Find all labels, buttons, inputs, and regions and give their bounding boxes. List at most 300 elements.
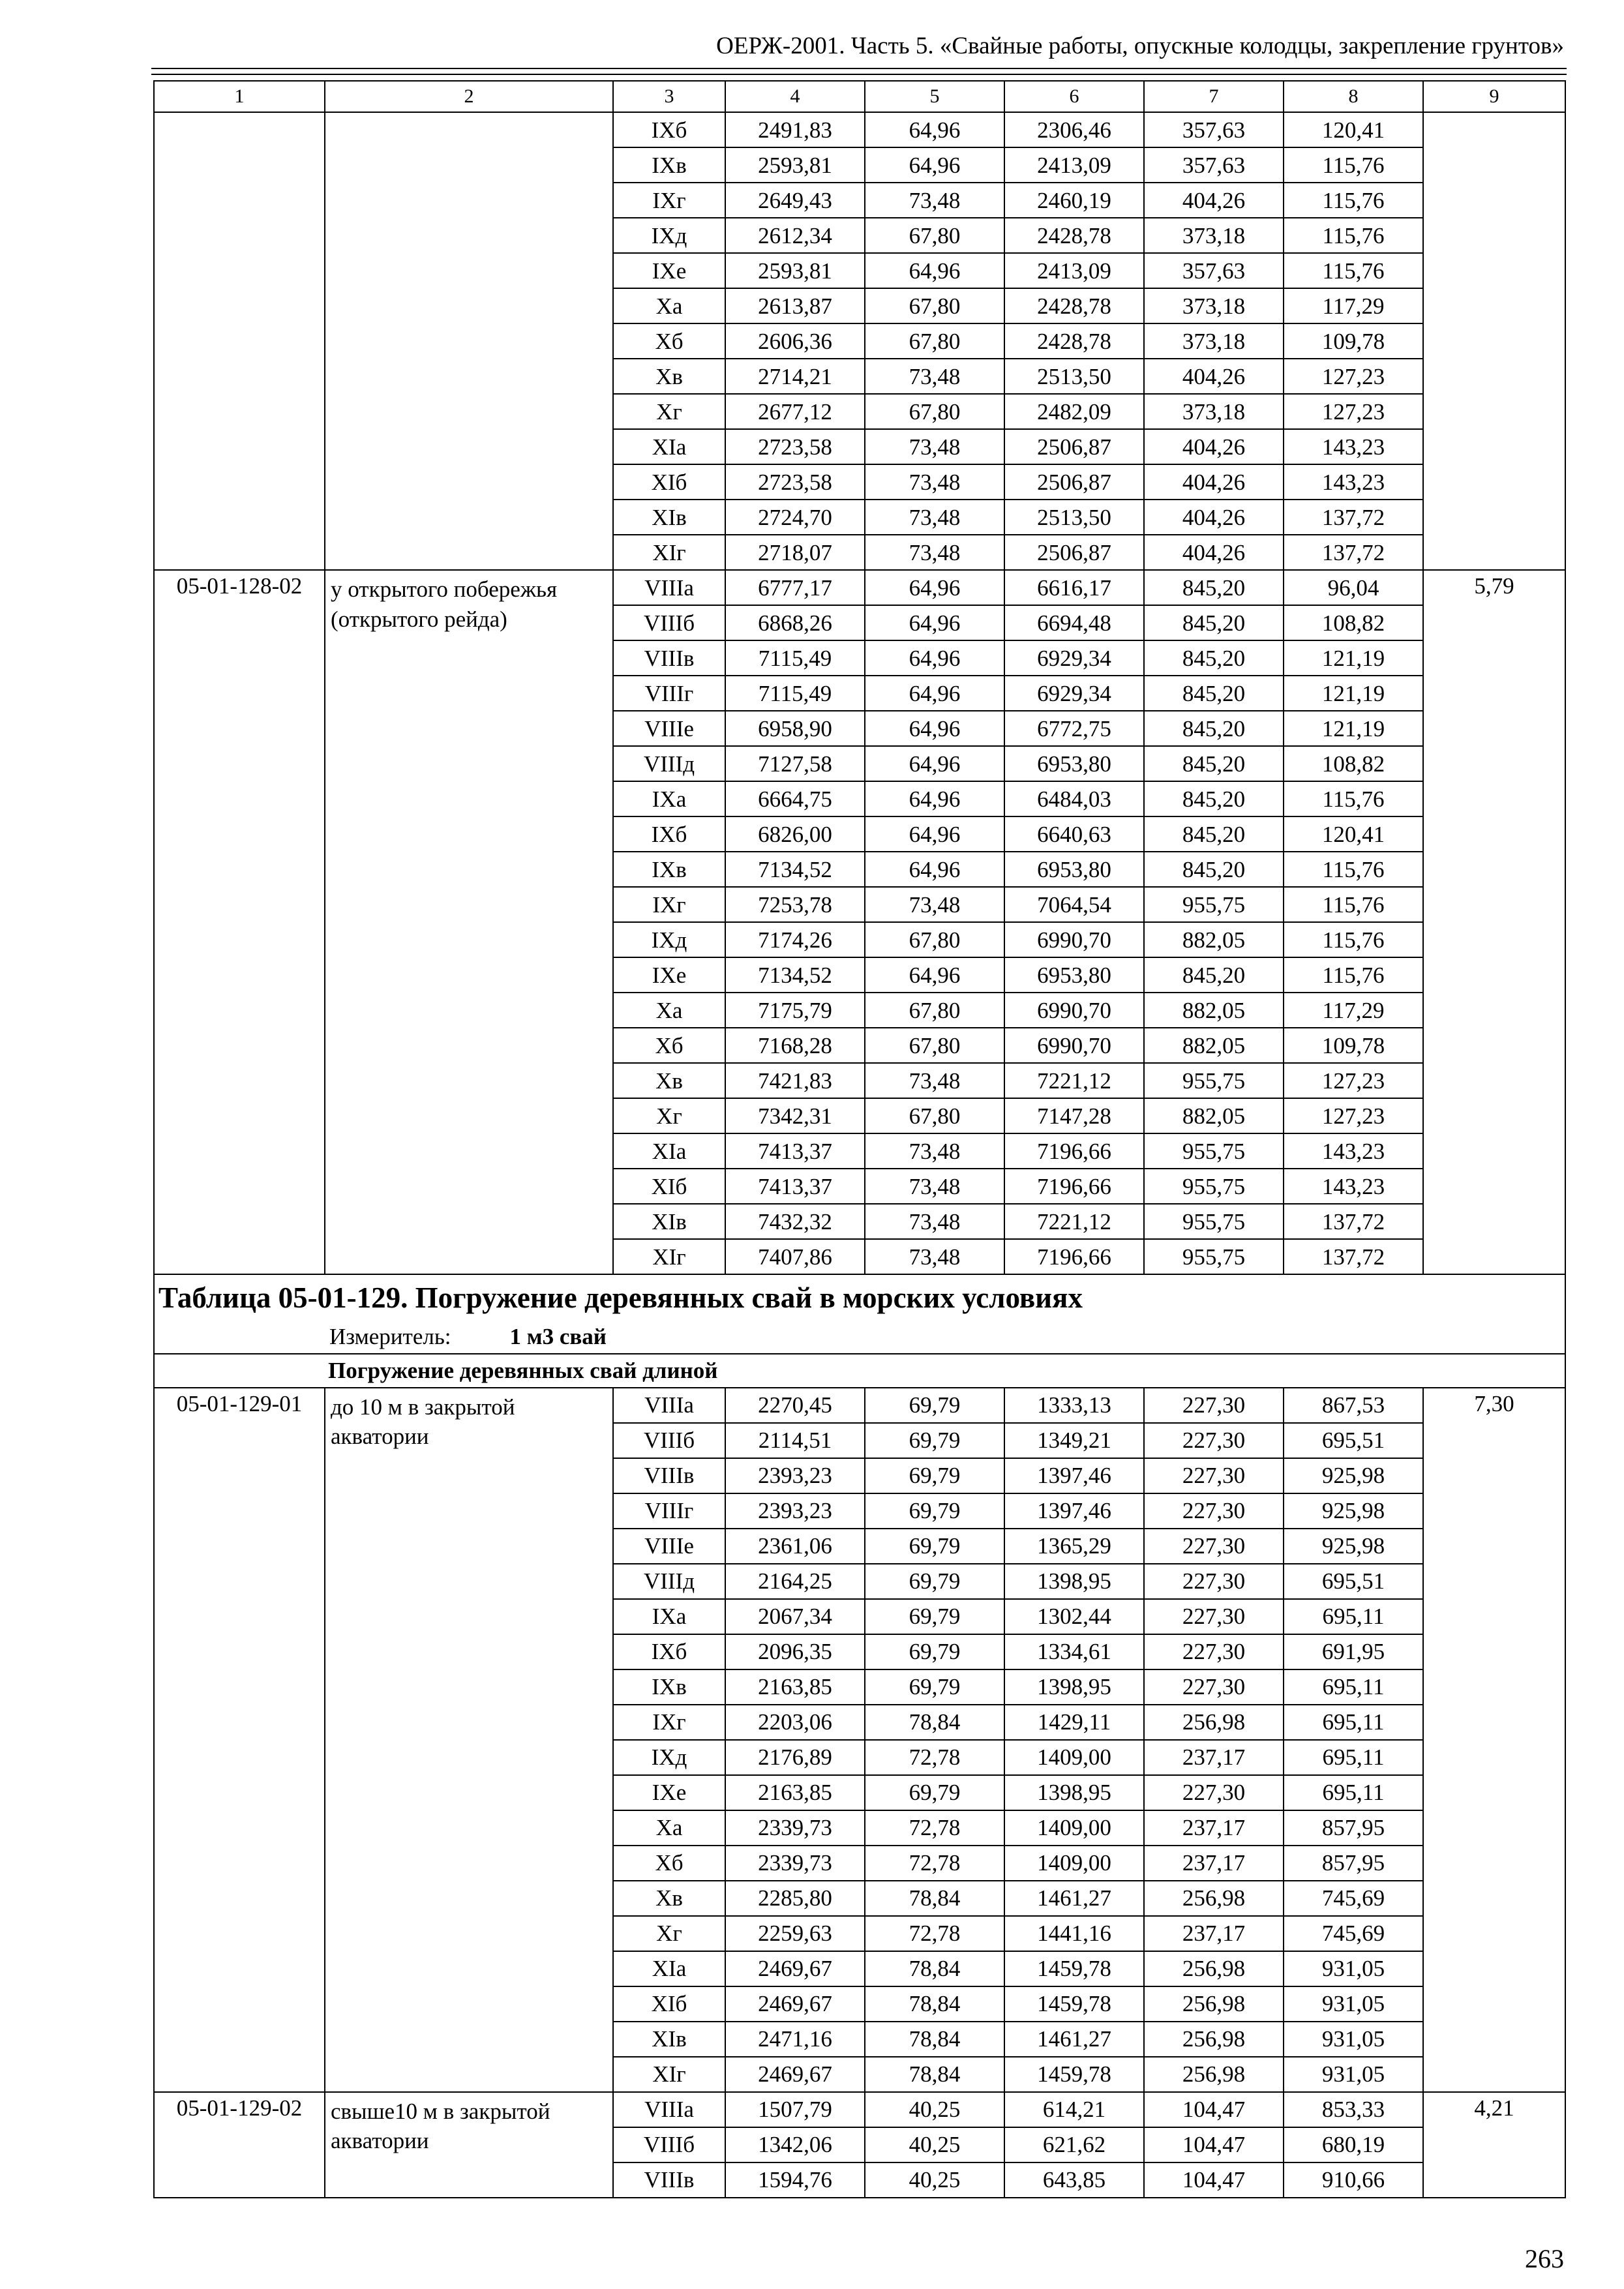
class-cell: VIIIа <box>613 2092 725 2127</box>
materials-cell: 143,23 <box>1284 1133 1423 1169</box>
materials-cell: 143,23 <box>1284 1169 1423 1204</box>
materials-cell: 115,76 <box>1284 922 1423 957</box>
machines-cell: 1333,13 <box>1004 1388 1144 1423</box>
machinists-wages-cell: 845,20 <box>1144 781 1284 816</box>
machinists-wages-cell: 845,20 <box>1144 816 1284 852</box>
machinists-wages-cell: 227,30 <box>1144 1458 1284 1493</box>
coefficient-cell: 7,30 <box>1423 1388 1565 2092</box>
wages-cell: 73,48 <box>865 1169 1004 1204</box>
measure-label: Измеритель: <box>329 1323 451 1349</box>
machinists-wages-cell: 955,75 <box>1144 1204 1284 1239</box>
materials-cell: 931,05 <box>1284 2022 1423 2057</box>
machines-cell: 1349,21 <box>1004 1423 1144 1458</box>
materials-cell: 127,23 <box>1284 359 1423 394</box>
class-cell: IXе <box>613 253 725 288</box>
machinists-wages-cell: 373,18 <box>1144 394 1284 429</box>
class-cell: Xа <box>613 1810 725 1846</box>
wages-cell: 67,80 <box>865 218 1004 253</box>
machinists-wages-cell: 845,20 <box>1144 957 1284 993</box>
class-cell: IXв <box>613 147 725 183</box>
machines-cell: 6953,80 <box>1004 852 1144 887</box>
total-cost-cell: 2469,67 <box>725 1951 865 1986</box>
section-subtitle-row <box>154 1354 1565 1388</box>
total-cost-cell: 6868,26 <box>725 605 865 640</box>
machines-cell: 1461,27 <box>1004 1881 1144 1916</box>
machines-cell: 614,21 <box>1004 2092 1144 2127</box>
wages-cell: 69,79 <box>865 1775 1004 1810</box>
total-cost-cell: 7174,26 <box>725 922 865 957</box>
total-cost-cell: 7115,49 <box>725 676 865 711</box>
materials-cell: 117,29 <box>1284 288 1423 323</box>
total-cost-cell: 7407,86 <box>725 1239 865 1274</box>
total-cost-cell: 7127,58 <box>725 746 865 781</box>
wages-cell: 64,96 <box>865 147 1004 183</box>
total-cost-cell: 2339,73 <box>725 1846 865 1881</box>
class-cell: Xб <box>613 323 725 359</box>
wages-cell: 73,48 <box>865 1239 1004 1274</box>
machinists-wages-cell: 227,30 <box>1144 1634 1284 1669</box>
machinists-wages-cell: 845,20 <box>1144 746 1284 781</box>
wages-cell: 73,48 <box>865 1133 1004 1169</box>
machines-cell: 643,85 <box>1004 2162 1144 2198</box>
wages-cell: 72,78 <box>865 1916 1004 1951</box>
total-cost-cell: 7432,32 <box>725 1204 865 1239</box>
total-cost-cell: 2469,67 <box>725 2057 865 2092</box>
wages-cell: 64,96 <box>865 570 1004 605</box>
materials-cell: 108,82 <box>1284 605 1423 640</box>
class-cell: XIа <box>613 1133 725 1169</box>
machinists-wages-cell: 237,17 <box>1144 1916 1284 1951</box>
column-number: 1 <box>154 81 325 112</box>
total-cost-cell: 2593,81 <box>725 253 865 288</box>
class-cell: VIIIв <box>613 2162 725 2198</box>
wages-cell: 78,84 <box>865 1881 1004 1916</box>
class-cell: XIв <box>613 1204 725 1239</box>
class-cell: Xг <box>613 394 725 429</box>
wages-cell: 67,80 <box>865 323 1004 359</box>
total-cost-cell: 7175,79 <box>725 993 865 1028</box>
machines-cell: 7196,66 <box>1004 1133 1144 1169</box>
machinists-wages-cell: 227,30 <box>1144 1529 1284 1564</box>
total-cost-cell: 1594,76 <box>725 2162 865 2198</box>
machinists-wages-cell: 256,98 <box>1144 2057 1284 2092</box>
machines-cell: 6640,63 <box>1004 816 1144 852</box>
running-header: ОЕРЖ-2001. Часть 5. «Свайные работы, опускные колодцы, закрепление грунтов» <box>716 33 1564 59</box>
materials-cell: 115,76 <box>1284 183 1423 218</box>
total-cost-cell: 2613,87 <box>725 288 865 323</box>
total-cost-cell: 2491,83 <box>725 112 865 147</box>
machines-cell: 7221,12 <box>1004 1204 1144 1239</box>
wages-cell: 78,84 <box>865 1951 1004 1986</box>
machinists-wages-cell: 955,75 <box>1144 1133 1284 1169</box>
machinists-wages-cell: 227,30 <box>1144 1423 1284 1458</box>
machinists-wages-cell: 256,98 <box>1144 1705 1284 1740</box>
table-row <box>154 2092 1565 2127</box>
machinists-wages-cell: 882,05 <box>1144 1028 1284 1063</box>
wages-cell: 78,84 <box>865 1986 1004 2022</box>
total-cost-cell: 2339,73 <box>725 1810 865 1846</box>
machinists-wages-cell: 357,63 <box>1144 147 1284 183</box>
total-cost-cell: 2203,06 <box>725 1705 865 1740</box>
materials-cell: 121,19 <box>1284 640 1423 676</box>
class-cell: VIIIб <box>613 2127 725 2162</box>
wages-cell: 64,96 <box>865 816 1004 852</box>
wages-cell: 73,48 <box>865 887 1004 922</box>
total-cost-cell: 2164,25 <box>725 1564 865 1599</box>
total-cost-cell: 7342,31 <box>725 1098 865 1133</box>
wages-cell: 67,80 <box>865 394 1004 429</box>
machines-cell: 2506,87 <box>1004 429 1144 464</box>
machines-cell: 6772,75 <box>1004 711 1144 746</box>
coefficient-cell: 5,79 <box>1423 570 1565 1274</box>
wages-cell: 69,79 <box>865 1564 1004 1599</box>
machinists-wages-cell: 404,26 <box>1144 183 1284 218</box>
materials-cell: 931,05 <box>1284 1951 1423 1986</box>
machines-cell: 6990,70 <box>1004 922 1144 957</box>
machinists-wages-cell: 227,30 <box>1144 1599 1284 1634</box>
total-cost-cell: 7413,37 <box>725 1133 865 1169</box>
class-cell: VIIIб <box>613 605 725 640</box>
materials-cell: 137,72 <box>1284 500 1423 535</box>
table-body <box>154 81 1565 2198</box>
wages-cell: 69,79 <box>865 1529 1004 1564</box>
materials-cell: 925,98 <box>1284 1493 1423 1529</box>
coefficient-cell: 4,21 <box>1423 2092 1565 2198</box>
class-cell: XIв <box>613 500 725 535</box>
materials-cell: 137,72 <box>1284 1204 1423 1239</box>
machines-cell: 6929,34 <box>1004 640 1144 676</box>
class-cell: VIIIд <box>613 746 725 781</box>
code-cell <box>154 112 325 570</box>
column-number: 4 <box>725 81 865 112</box>
machinists-wages-cell: 256,98 <box>1144 1951 1284 1986</box>
wages-cell: 73,48 <box>865 464 1004 500</box>
table-row <box>154 112 1565 147</box>
machinists-wages-cell: 845,20 <box>1144 605 1284 640</box>
materials-cell: 115,76 <box>1284 147 1423 183</box>
materials-cell: 109,78 <box>1284 1028 1423 1063</box>
description-cell: до 10 м в закрытой акватории <box>325 1388 613 2092</box>
machines-cell: 621,62 <box>1004 2127 1144 2162</box>
measure-line <box>158 1323 1561 1351</box>
machines-cell: 1429,11 <box>1004 1705 1144 1740</box>
machinists-wages-cell: 256,98 <box>1144 1986 1284 2022</box>
machinists-wages-cell: 256,98 <box>1144 1881 1284 1916</box>
wages-cell: 73,48 <box>865 1204 1004 1239</box>
materials-cell: 867,53 <box>1284 1388 1423 1423</box>
class-cell: IXг <box>613 183 725 218</box>
machines-cell: 6990,70 <box>1004 993 1144 1028</box>
coefficient-cell <box>1423 112 1565 570</box>
machines-cell: 2413,09 <box>1004 147 1144 183</box>
machines-cell: 6616,17 <box>1004 570 1144 605</box>
wages-cell: 69,79 <box>865 1634 1004 1669</box>
machinists-wages-cell: 882,05 <box>1144 1098 1284 1133</box>
wages-cell: 64,96 <box>865 112 1004 147</box>
column-number: 8 <box>1284 81 1423 112</box>
total-cost-cell: 7421,83 <box>725 1063 865 1098</box>
total-cost-cell: 2096,35 <box>725 1634 865 1669</box>
class-cell: VIIIб <box>613 1423 725 1458</box>
machines-cell: 6953,80 <box>1004 746 1144 781</box>
total-cost-cell: 2393,23 <box>725 1493 865 1529</box>
machinists-wages-cell: 373,18 <box>1144 323 1284 359</box>
machinists-wages-cell: 227,30 <box>1144 1775 1284 1810</box>
materials-cell: 695,11 <box>1284 1740 1423 1775</box>
total-cost-cell: 6664,75 <box>725 781 865 816</box>
materials-cell: 680,19 <box>1284 2127 1423 2162</box>
total-cost-cell: 2259,63 <box>725 1916 865 1951</box>
machines-cell: 7196,66 <box>1004 1239 1144 1274</box>
total-cost-cell: 2593,81 <box>725 147 865 183</box>
class-cell: IXг <box>613 887 725 922</box>
table-row <box>154 1388 1565 1423</box>
table-row <box>154 570 1565 605</box>
wages-cell: 64,96 <box>865 852 1004 887</box>
machinists-wages-cell: 882,05 <box>1144 922 1284 957</box>
machines-cell: 2506,87 <box>1004 464 1144 500</box>
machinists-wages-cell: 237,17 <box>1144 1740 1284 1775</box>
machines-cell: 2513,50 <box>1004 359 1144 394</box>
class-cell: IXа <box>613 781 725 816</box>
page-number: 263 <box>1525 2244 1564 2273</box>
machines-cell: 6953,80 <box>1004 957 1144 993</box>
wages-cell: 40,25 <box>865 2162 1004 2198</box>
class-cell: VIIIг <box>613 1493 725 1529</box>
class-cell: IXе <box>613 957 725 993</box>
machines-cell: 2506,87 <box>1004 535 1144 570</box>
class-cell: Xа <box>613 993 725 1028</box>
total-cost-cell: 2724,70 <box>725 500 865 535</box>
class-cell: VIIIв <box>613 640 725 676</box>
wages-cell: 72,78 <box>865 1810 1004 1846</box>
column-number: 5 <box>865 81 1004 112</box>
class-cell: XIб <box>613 464 725 500</box>
description-cell <box>325 112 613 570</box>
section-subtitle: Погружение деревянных свай длиной <box>154 1354 1565 1388</box>
materials-cell: 115,76 <box>1284 887 1423 922</box>
description-cell: свыше10 м в закрытой акватории <box>325 2092 613 2198</box>
class-cell: IXв <box>613 852 725 887</box>
machinists-wages-cell: 357,63 <box>1144 253 1284 288</box>
wages-cell: 73,48 <box>865 500 1004 535</box>
class-cell: IXд <box>613 218 725 253</box>
materials-cell: 910,66 <box>1284 2162 1423 2198</box>
class-cell: XIг <box>613 535 725 570</box>
wages-cell: 69,79 <box>865 1423 1004 1458</box>
materials-cell: 121,19 <box>1284 711 1423 746</box>
machines-cell: 2460,19 <box>1004 183 1144 218</box>
materials-cell: 127,23 <box>1284 1063 1423 1098</box>
total-cost-cell: 2067,34 <box>725 1599 865 1634</box>
total-cost-cell: 2649,43 <box>725 183 865 218</box>
materials-cell: 931,05 <box>1284 2057 1423 2092</box>
machines-cell: 1461,27 <box>1004 2022 1144 2057</box>
machinists-wages-cell: 845,20 <box>1144 570 1284 605</box>
machinists-wages-cell: 955,75 <box>1144 1239 1284 1274</box>
class-cell: XIб <box>613 1986 725 2022</box>
materials-cell: 925,98 <box>1284 1529 1423 1564</box>
machines-cell: 1459,78 <box>1004 1986 1144 2022</box>
machinists-wages-cell: 955,75 <box>1144 1169 1284 1204</box>
class-cell: Xв <box>613 1881 725 1916</box>
machines-cell: 7064,54 <box>1004 887 1144 922</box>
materials-cell: 931,05 <box>1284 1986 1423 2022</box>
wages-cell: 64,96 <box>865 711 1004 746</box>
machines-cell: 6929,34 <box>1004 676 1144 711</box>
class-cell: IXб <box>613 1634 725 1669</box>
class-cell: XIа <box>613 1951 725 1986</box>
total-cost-cell: 7168,28 <box>725 1028 865 1063</box>
class-cell: IXв <box>613 1669 725 1705</box>
total-cost-cell: 2612,34 <box>725 218 865 253</box>
machinists-wages-cell: 104,47 <box>1144 2127 1284 2162</box>
total-cost-cell: 2677,12 <box>725 394 865 429</box>
materials-cell: 137,72 <box>1284 535 1423 570</box>
class-cell: VIIIг <box>613 676 725 711</box>
machinists-wages-cell: 237,17 <box>1144 1810 1284 1846</box>
total-cost-cell: 2469,67 <box>725 1986 865 2022</box>
machines-cell: 1334,61 <box>1004 1634 1144 1669</box>
column-number: 2 <box>325 81 613 112</box>
materials-cell: 695,11 <box>1284 1599 1423 1634</box>
wages-cell: 64,96 <box>865 605 1004 640</box>
materials-cell: 857,95 <box>1284 1846 1423 1881</box>
materials-cell: 117,29 <box>1284 993 1423 1028</box>
machines-cell: 1459,78 <box>1004 1951 1144 1986</box>
class-cell: Xа <box>613 288 725 323</box>
table-title: Таблица 05-01-129. Погружение деревянных свай в морских условиях <box>158 1281 1083 1314</box>
wages-cell: 69,79 <box>865 1458 1004 1493</box>
class-cell: VIIIе <box>613 711 725 746</box>
column-number: 3 <box>613 81 725 112</box>
total-cost-cell: 2393,23 <box>725 1458 865 1493</box>
machinists-wages-cell: 955,75 <box>1144 887 1284 922</box>
column-number-row <box>154 81 1565 112</box>
materials-cell: 143,23 <box>1284 464 1423 500</box>
total-cost-cell: 7253,78 <box>725 887 865 922</box>
machinists-wages-cell: 227,30 <box>1144 1493 1284 1529</box>
class-cell: Xб <box>613 1846 725 1881</box>
machinists-wages-cell: 357,63 <box>1144 112 1284 147</box>
machines-cell: 2428,78 <box>1004 218 1144 253</box>
total-cost-cell: 2114,51 <box>725 1423 865 1458</box>
materials-cell: 115,76 <box>1284 781 1423 816</box>
materials-cell: 695,11 <box>1284 1669 1423 1705</box>
wages-cell: 64,96 <box>865 676 1004 711</box>
wages-cell: 64,96 <box>865 253 1004 288</box>
wages-cell: 67,80 <box>865 922 1004 957</box>
machines-cell: 1397,46 <box>1004 1493 1144 1529</box>
column-number: 7 <box>1144 81 1284 112</box>
materials-cell: 143,23 <box>1284 429 1423 464</box>
total-cost-cell: 7134,52 <box>725 957 865 993</box>
materials-cell: 857,95 <box>1284 1810 1423 1846</box>
wages-cell: 72,78 <box>865 1846 1004 1881</box>
materials-cell: 695,11 <box>1284 1705 1423 1740</box>
total-cost-cell: 7115,49 <box>725 640 865 676</box>
class-cell: IXа <box>613 1599 725 1634</box>
wages-cell: 72,78 <box>865 1740 1004 1775</box>
wages-cell: 69,79 <box>865 1388 1004 1423</box>
wages-cell: 73,48 <box>865 359 1004 394</box>
class-cell: XIг <box>613 2057 725 2092</box>
machines-cell: 1398,95 <box>1004 1775 1144 1810</box>
table-title-row <box>154 1274 1565 1354</box>
wages-cell: 67,80 <box>865 288 1004 323</box>
header-rule-bottom <box>151 74 1567 75</box>
wages-cell: 40,25 <box>865 2092 1004 2127</box>
wages-cell: 40,25 <box>865 2127 1004 2162</box>
class-cell: VIIIа <box>613 1388 725 1423</box>
wages-cell: 69,79 <box>865 1669 1004 1705</box>
machinists-wages-cell: 404,26 <box>1144 500 1284 535</box>
class-cell: XIг <box>613 1239 725 1274</box>
total-cost-cell: 2361,06 <box>725 1529 865 1564</box>
norms-table <box>153 80 1566 2198</box>
materials-cell: 691,95 <box>1284 1634 1423 1669</box>
class-cell: IXг <box>613 1705 725 1740</box>
total-cost-cell: 2714,21 <box>725 359 865 394</box>
wages-cell: 78,84 <box>865 2057 1004 2092</box>
total-cost-cell: 2176,89 <box>725 1740 865 1775</box>
class-cell: IXб <box>613 816 725 852</box>
class-cell: VIIIв <box>613 1458 725 1493</box>
materials-cell: 120,41 <box>1284 816 1423 852</box>
materials-cell: 115,76 <box>1284 253 1423 288</box>
total-cost-cell: 2723,58 <box>725 429 865 464</box>
wages-cell: 73,48 <box>865 535 1004 570</box>
measure-unit: 1 м3 свай <box>509 1323 607 1349</box>
materials-cell: 127,23 <box>1284 394 1423 429</box>
class-cell: IXб <box>613 112 725 147</box>
materials-cell: 745,69 <box>1284 1881 1423 1916</box>
class-cell: Xб <box>613 1028 725 1063</box>
materials-cell: 108,82 <box>1284 746 1423 781</box>
machinists-wages-cell: 373,18 <box>1144 218 1284 253</box>
machinists-wages-cell: 404,26 <box>1144 464 1284 500</box>
class-cell: XIб <box>613 1169 725 1204</box>
wages-cell: 73,48 <box>865 1063 1004 1098</box>
total-cost-cell: 6958,90 <box>725 711 865 746</box>
wages-cell: 67,80 <box>865 993 1004 1028</box>
materials-cell: 121,19 <box>1284 676 1423 711</box>
class-cell: VIIIа <box>613 570 725 605</box>
machinists-wages-cell: 955,75 <box>1144 1063 1284 1098</box>
wages-cell: 64,96 <box>865 781 1004 816</box>
total-cost-cell: 7134,52 <box>725 852 865 887</box>
total-cost-cell: 2718,07 <box>725 535 865 570</box>
machines-cell: 1398,95 <box>1004 1669 1144 1705</box>
machinists-wages-cell: 845,20 <box>1144 711 1284 746</box>
wages-cell: 67,80 <box>865 1028 1004 1063</box>
materials-cell: 127,23 <box>1284 1098 1423 1133</box>
wages-cell: 73,48 <box>865 429 1004 464</box>
machines-cell: 6990,70 <box>1004 1028 1144 1063</box>
machinists-wages-cell: 882,05 <box>1144 993 1284 1028</box>
column-number: 9 <box>1423 81 1565 112</box>
materials-cell: 745,69 <box>1284 1916 1423 1951</box>
machinists-wages-cell: 104,47 <box>1144 2162 1284 2198</box>
materials-cell: 115,76 <box>1284 852 1423 887</box>
machines-cell: 2428,78 <box>1004 323 1144 359</box>
total-cost-cell: 7413,37 <box>725 1169 865 1204</box>
materials-cell: 695,11 <box>1284 1775 1423 1810</box>
machinists-wages-cell: 237,17 <box>1144 1846 1284 1881</box>
machines-cell: 2513,50 <box>1004 500 1144 535</box>
total-cost-cell: 6826,00 <box>725 816 865 852</box>
wages-cell: 64,96 <box>865 640 1004 676</box>
